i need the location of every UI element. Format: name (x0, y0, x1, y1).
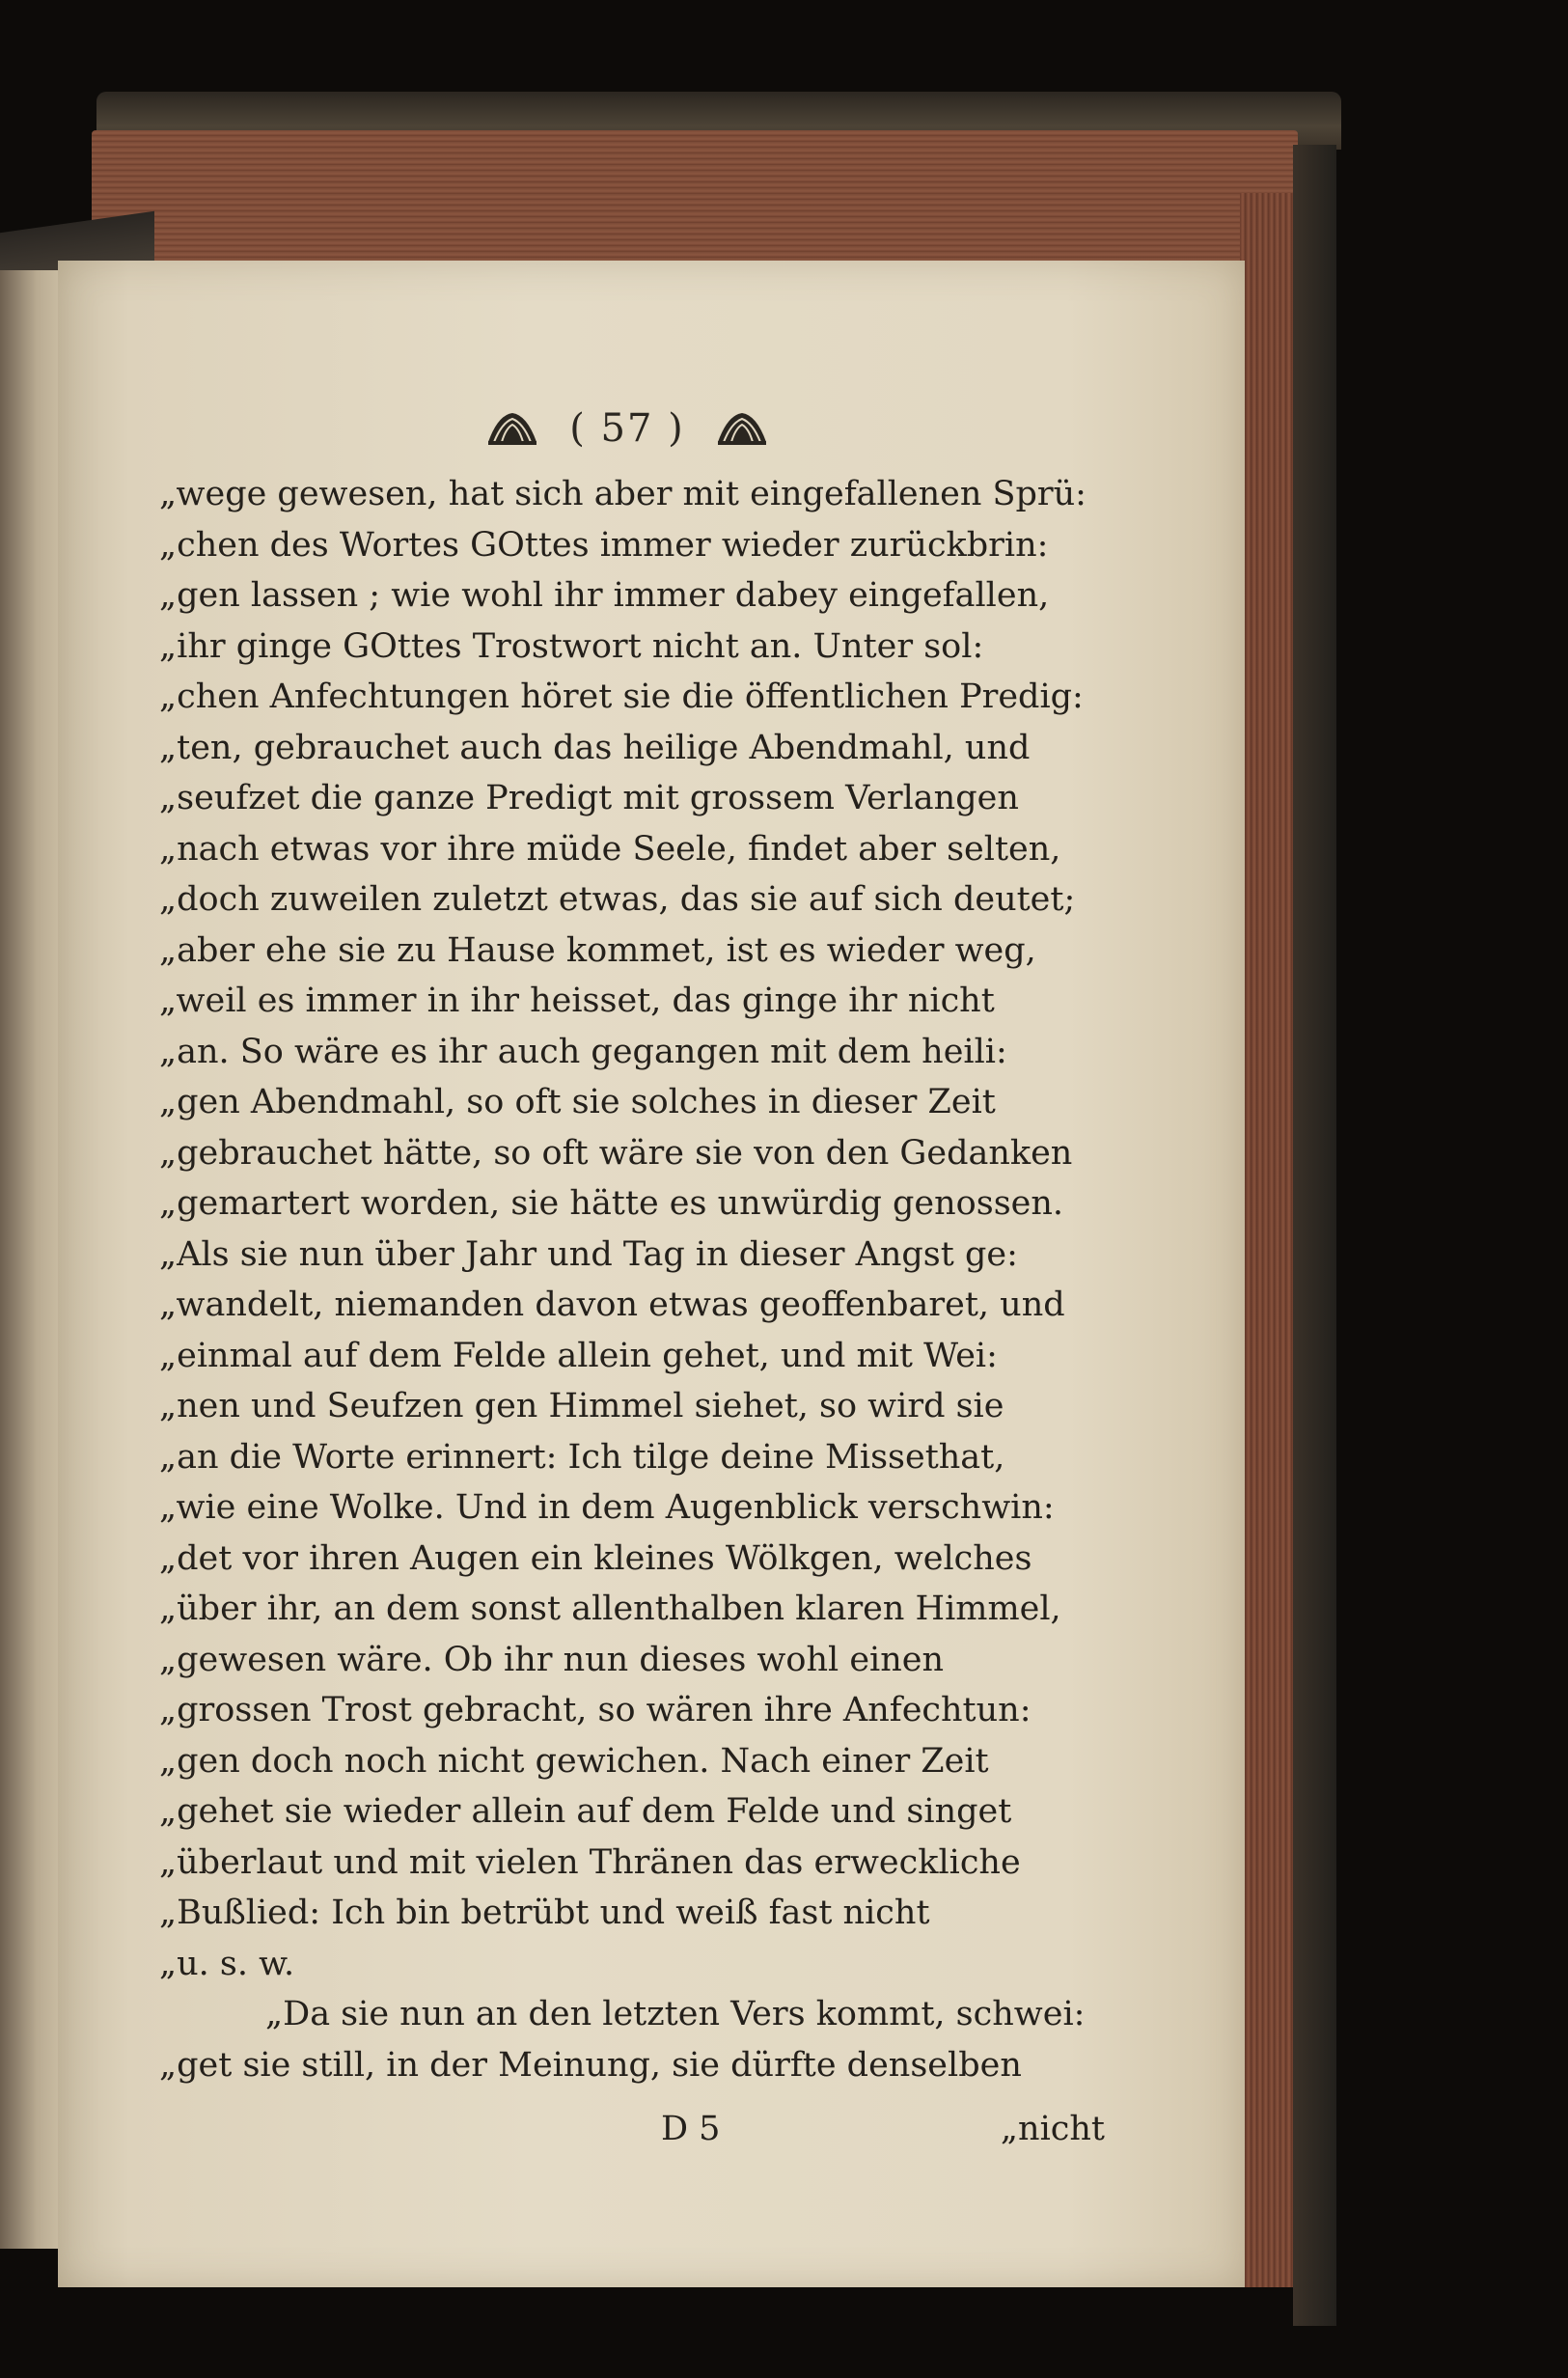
catchword: „nicht (1000, 2110, 1105, 2148)
text-line-paragraph-start: „Da sie nun an den letzten Vers kommt, schwei: (265, 1995, 1086, 2033)
page-body-text (159, 469, 1105, 2090)
text-line: „u. s. w. (159, 1944, 295, 1983)
page-block-top-edge (92, 130, 1298, 275)
text-line: „ten, gebrauchet auch das heilige Abendmahl, und (159, 728, 1031, 767)
text-line: „grossen Trost gebracht, so wären ihre Anfechtun: (159, 1691, 1032, 1729)
text-line: „wandelt, niemanden davon etwas geoffenbaret, und (159, 1286, 1065, 1324)
running-head (463, 398, 791, 459)
text-line: „chen des Wortes GOttes immer wieder zurückbrin: (159, 525, 1049, 565)
text-line: „nach etwas vor ihre müde Seele, findet aber selten, (159, 829, 1061, 869)
text-line: „gehet sie wieder allein auf dem Felde und singet (159, 1792, 1012, 1831)
text-line: „chen Anfechtungen höret sie die öffentlichen Predig: (159, 677, 1084, 716)
text-line: „nen und Seufzen gen Himmel siehet, so wird sie (159, 1387, 1004, 1425)
text-line: „Als sie nun über Jahr und Tag in dieser Angst ge: (159, 1234, 1018, 1274)
text-line: „gewesen wäre. Ob ihr nun dieses wohl einen (159, 1640, 945, 1679)
text-line: „get sie still, in der Meinung, sie dürfte denselben (159, 2045, 1022, 2085)
text-line: „über ihr, an dem sonst allenthalben klaren Himmel, (159, 1590, 1061, 1628)
fleuron-left-icon (484, 409, 540, 448)
page-number: ( 57 ) (569, 406, 685, 451)
text-line: „an. So wäre es ihr auch gegangen mit dem heili: (159, 1032, 1007, 1071)
text-line: „gebrauchet hätte, so oft wäre sie von den Gedanken (159, 1133, 1073, 1173)
text-line: „Bußlied: Ich bin betrübt und weiß fast nicht (159, 1894, 930, 1932)
text-line: „weil es immer in ihr heisset, das ginge ihr nicht (159, 982, 995, 1020)
fleuron-right-icon (714, 409, 770, 448)
text-line: „wege gewesen, hat sich aber mit eingefallenen Sprü: (159, 475, 1087, 513)
text-line: „an die Worte erinnert: Ich tilge deine Missethat, (159, 1437, 1005, 1477)
text-line: „gemartert worden, sie hätte es unwürdig genossen. (159, 1184, 1064, 1223)
text-line: „ihr ginge GOttes Trostwort nicht an. Unter sol: (159, 626, 984, 666)
text-line: „doch zuweilen zuletzt etwas, das sie auf sich deutet; (159, 880, 1076, 919)
text-line: „gen doch noch nicht gewichen. Nach einer Zeit (159, 1741, 989, 1781)
page-footer (159, 2102, 1105, 2156)
text-line: „gen lassen ; wie wohl ihr immer dabey eingefallen, (159, 576, 1050, 615)
signature-mark: D 5 (661, 2110, 721, 2148)
book-cover-side (1293, 145, 1336, 2326)
text-line: „wie eine Wolke. Und in dem Augenblick verschwin: (159, 1488, 1055, 1527)
text-line: „einmal auf dem Felde allein gehet, und mit Wei: (159, 1336, 998, 1375)
text-line: „aber ehe sie zu Hause kommet, ist es wieder weg, (159, 930, 1036, 970)
text-line: „überlaut und mit vielen Thränen das erweckliche (159, 1842, 1021, 1882)
text-line: „det vor ihren Augen ein kleines Wölkgen, welches (159, 1538, 1032, 1578)
text-line: „gen Abendmahl, so oft sie solches in dieser Zeit (159, 1083, 996, 1121)
text-line: „seufzet die ganze Predigt mit grossem Verlangen (159, 779, 1019, 817)
